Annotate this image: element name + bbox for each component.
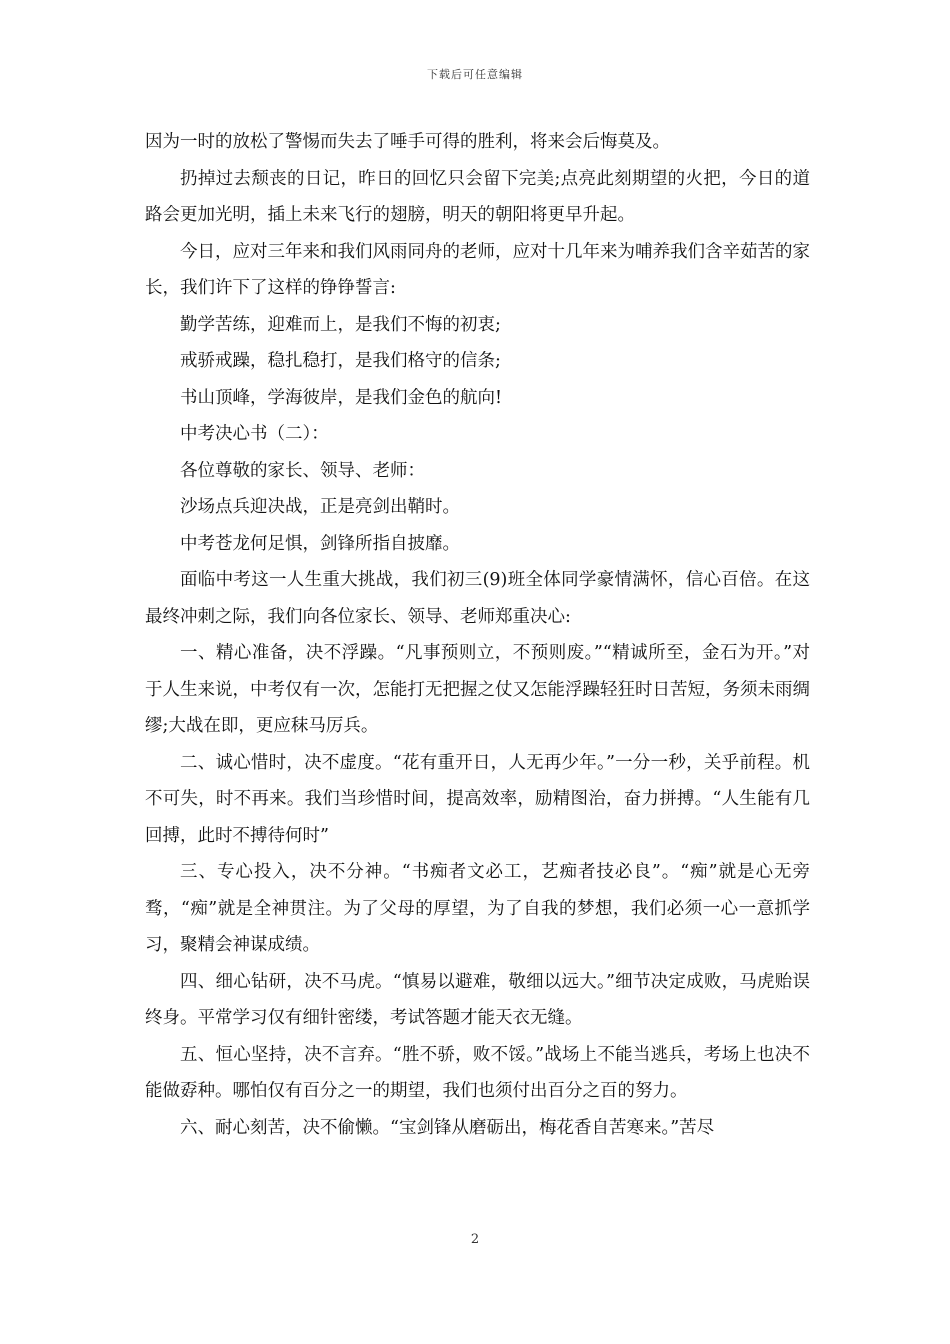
document-body bbox=[145, 124, 810, 1146]
paragraph: 中考苍龙何足惧，剑锋所指自披靡。 bbox=[180, 533, 460, 554]
page-header: 下载后可任意编辑 bbox=[427, 68, 523, 81]
paragraph: 扔掉过去颓丧的日记，昨日的回忆只会留下完美;点亮此刻期望的火把，今日的道路会更加光明，插上未来飞行的翅膀，明天的朝阳将更早升起。 bbox=[145, 168, 810, 225]
paragraph: 沙场点兵迎决战，正是亮剑出鞘时。 bbox=[180, 497, 460, 517]
paragraph: 六、耐心刻苦，决不偷懒。“宝剑锋从磨砺出，梅花香自苦寒来。”苦尽 bbox=[180, 1117, 715, 1138]
paragraph: 勤学苦练，迎难而上，是我们不悔的初衷; bbox=[180, 314, 501, 335]
salutation: 各位尊敬的家长、领导、老师： bbox=[180, 460, 425, 481]
paragraph: 五、恒心坚持，决不言弃。“胜不骄，败不馁。”战场上不能当逃兵，考场上也决不能做孬种。哪怕仅有百分之一的期望，我们也须付出百分之百的努力。 bbox=[145, 1044, 810, 1101]
paragraph: 四、细心钻研，决不马虎。“慎易以避难，敬细以远大。”细节决定成败，马虎贻误终身。平常学习仅有细针密缕，考试答题才能天衣无缝。 bbox=[145, 971, 810, 1028]
paragraph: 三、专心投入，决不分神。“书痴者文必工，艺痴者技必良”。“痴”就是心无旁骛，“痴”就是全神贯注。为了父母的厚望，为了自我的梦想，我们必须一心一意抓学习，聚精会神谋成绩。 bbox=[145, 862, 810, 955]
section-heading: 中考决心书（二）： bbox=[180, 424, 329, 444]
paragraph: 戒骄戒躁，稳扎稳打，是我们格守的信条; bbox=[180, 351, 501, 371]
paragraph: 今日，应对三年来和我们风雨同舟的老师，应对十几年来为哺养我们含辛茹苦的家长，我们许下了这样的铮铮誓言: bbox=[145, 241, 810, 298]
page-number: 2 bbox=[470, 1232, 480, 1247]
paragraph: 面临中考这一人生重大挑战，我们初三(9)班全体同学豪情满怀，信心百倍。在这最终冲刺之际，我们向各位家长、领导、老师郑重决心: bbox=[145, 570, 810, 627]
paragraph: 因为一时的放松了警惕而失去了唾手可得的胜利，将来会后悔莫及。 bbox=[145, 132, 670, 152]
paragraph: 一、精心准备，决不浮躁。“凡事预则立，不预则废。”“精诚所至，金石为开。”对于人生来说，中考仅有一次，怎能打无把握之仗又怎能浮躁轻狂时日苦短，务须未雨绸缪;大战在即，更应秣马厉兵。 bbox=[145, 643, 810, 736]
paragraph: 二、诚心惜时，决不虚度。“花有重开日，人无再少年。”一分一秒，关乎前程。机不可失，时不再来。我们当珍惜时间，提高效率，励精图治，奋力拼搏。“人生能有几回搏，此时不搏待何时” bbox=[145, 752, 810, 846]
paragraph: 书山顶峰，学海彼岸，是我们金色的航向! bbox=[180, 387, 503, 408]
